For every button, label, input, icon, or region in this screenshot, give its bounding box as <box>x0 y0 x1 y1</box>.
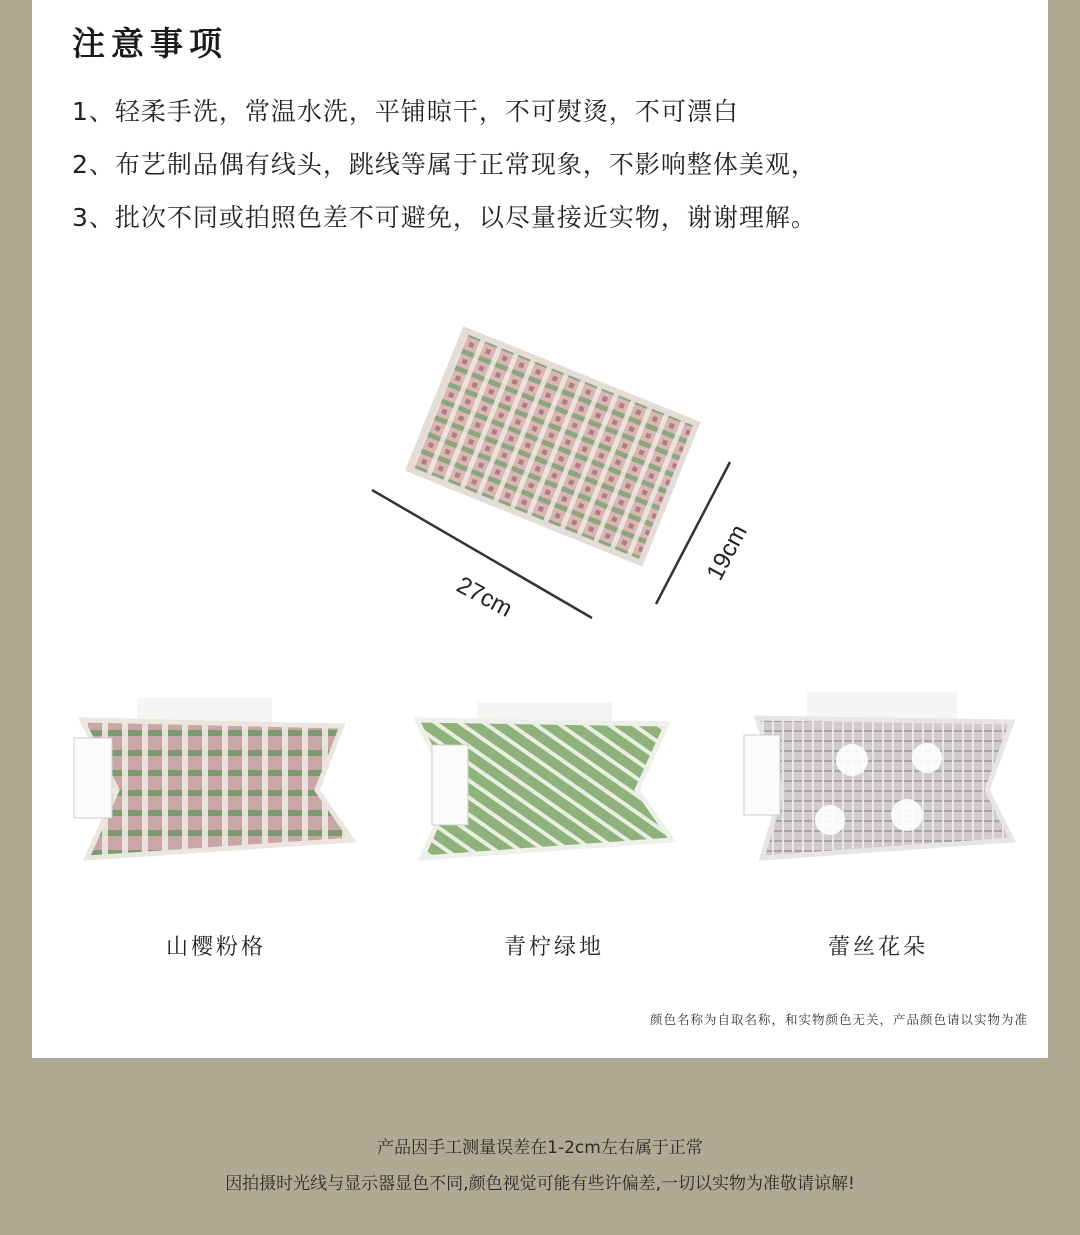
notice-title: 注意事项 <box>72 24 228 63</box>
footer-line-2: 因拍摄时光线与显示器显色不同,颜色视觉可能有些许偏差,一切以实物为准敬请谅解! <box>225 1174 855 1194</box>
product-name-3: 蕾丝花朵 <box>827 935 928 960</box>
dimension-diagram <box>360 320 760 630</box>
color-disclaimer: 颜色名称为自取名称，和实物颜色无关，产品颜色请以实物为准 <box>649 1012 1028 1027</box>
notice-item-1: 1、轻柔手洗，常温水洗，平铺晾干，不可熨烫，不可漂白 <box>72 97 739 126</box>
notice-item-3: 3、批次不同或拍照色差不可避免，以尽量接近实物，谢谢理解。 <box>72 203 817 232</box>
width-label: 27cm <box>452 571 517 623</box>
product-image-pink-plaid <box>62 690 362 870</box>
product-name-1: 山樱粉格 <box>165 935 266 960</box>
notice-item-2: 2、布艺制品偶有线头，跳线等属于正常现象，不影响整体美观， <box>72 150 817 179</box>
product-image-lace-flower <box>722 690 1022 870</box>
height-label: 19cm <box>701 520 753 585</box>
footer-line-1: 产品因手工测量误差在1-2cm左右属于正常 <box>377 1138 703 1158</box>
product-image-green <box>392 690 692 870</box>
product-name-2: 青柠绿地 <box>503 935 604 960</box>
folded-tissue-cover <box>409 330 697 563</box>
